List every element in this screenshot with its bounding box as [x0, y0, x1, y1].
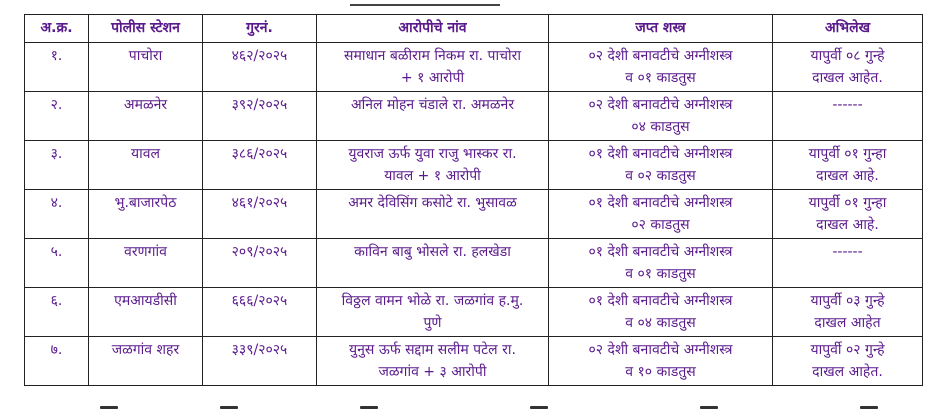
cropped-text-fragment — [100, 406, 118, 409]
record-line-2: दाखल आहेत — [814, 315, 881, 331]
weapons-line-1: ०२ देशी बनावटीचे अग्नीशस्त्र — [588, 342, 733, 358]
weapons-line-2: व ०४ काडतुस — [625, 315, 696, 331]
header-police-station: पोलीस स्टेशन — [89, 15, 203, 43]
header-case-no: गुरनं. — [203, 15, 317, 43]
cropped-text-below — [60, 404, 920, 414]
accused-line-2: पुणे — [423, 315, 442, 331]
cell-record — [773, 239, 923, 288]
table-row — [25, 239, 923, 288]
weapons-line-2: व ०१ काडतुस — [625, 266, 696, 282]
weapons-line-1: ०१ देशी बनावटीचे अग्नीशस्त्र — [588, 195, 733, 211]
cell-record — [773, 190, 923, 239]
cell-record — [773, 337, 923, 386]
cell-case-no: ३३९/२०२५ — [203, 337, 317, 386]
cropped-text-fragment — [220, 406, 238, 409]
weapons-line-1: ०१ देशी बनावटीचे अग्नीशस्त्र — [588, 293, 733, 309]
cell-seized-weapons — [549, 43, 773, 92]
record-line-2: दाखल आहेत. — [812, 364, 883, 380]
cell-seized-weapons — [549, 288, 773, 337]
cell-accused — [317, 337, 549, 386]
cell-seized-weapons — [549, 92, 773, 141]
header-serial: अ.क्र. — [25, 15, 89, 43]
cropped-text-fragment — [530, 406, 548, 409]
record-line-1: यापुर्वी ०१ गुन्हा — [808, 195, 887, 211]
weapons-line-1: ०२ देशी बनावटीचे अग्नीशस्त्र — [588, 97, 733, 113]
weapons-line-1: ०१ देशी बनावटीचे अग्नीशस्त्र — [588, 146, 733, 162]
header-accused: आरोपीचे नांव — [317, 15, 549, 43]
cell-seized-weapons — [549, 190, 773, 239]
record-line-2: दाखल आहे. — [816, 217, 879, 233]
record-line-1: यापुर्वी ०१ गुन्हा — [808, 146, 887, 162]
cell-serial: ५. — [25, 239, 89, 288]
cell-case-no: ६६६/२०२५ — [203, 288, 317, 337]
cell-accused — [317, 92, 549, 141]
table-body — [25, 43, 923, 386]
table-row — [25, 190, 923, 239]
cell-police-station: वरणगांव — [89, 239, 203, 288]
records-table — [24, 14, 923, 386]
cell-seized-weapons — [549, 337, 773, 386]
record-line-1: ------ — [832, 97, 863, 113]
record-line-1: यापुर्वी ०३ गुन्हे — [810, 293, 885, 309]
accused-line-2: यावल + १ आरोपी — [384, 168, 481, 184]
cell-record — [773, 43, 923, 92]
record-line-1: ------ — [832, 244, 863, 260]
weapons-line-1: ०२ देशी बनावटीचे अग्नीशस्त्र — [588, 48, 733, 64]
weapons-line-2: ०४ काडतुस — [631, 119, 690, 135]
accused-line-2: + १ आरोपी — [400, 70, 465, 86]
cell-serial: ६. — [25, 288, 89, 337]
table-row — [25, 141, 923, 190]
cropped-text-above — [0, 0, 950, 12]
cell-police-station: अमळनेर — [89, 92, 203, 141]
cell-accused — [317, 43, 549, 92]
weapons-line-2: व ०२ काडतुस — [625, 168, 696, 184]
cell-police-station: भु.बाजारपेठ — [89, 190, 203, 239]
cropped-text-fragment — [700, 406, 718, 409]
cell-serial: २. — [25, 92, 89, 141]
cropped-text-fragment — [360, 406, 378, 409]
cell-accused — [317, 288, 549, 337]
accused-line-1: युवराज ऊर्फ युवा राजु भास्कर रा. — [348, 146, 517, 162]
cell-case-no: ३९२/२०२५ — [203, 92, 317, 141]
record-line-1: यापुर्वी ०८ गुन्हे — [810, 48, 885, 64]
accused-line-1: अमर देविसिंग कसोटे रा. भुसावळ — [348, 195, 517, 211]
accused-line-1: काविन बाबु भोसले रा. हलखेडा — [354, 244, 511, 260]
cropped-text-fragment — [860, 406, 878, 409]
cell-record — [773, 141, 923, 190]
cell-seized-weapons — [549, 239, 773, 288]
cell-police-station: यावल — [89, 141, 203, 190]
accused-line-1: समाधान बळीराम निकम रा. पाचोरा — [343, 48, 522, 64]
table-row — [25, 43, 923, 92]
cell-seized-weapons — [549, 141, 773, 190]
cell-case-no: ४६१/२०२५ — [203, 190, 317, 239]
table-header-row — [25, 15, 923, 43]
cell-accused — [317, 141, 549, 190]
cell-case-no: ३८६/२०२५ — [203, 141, 317, 190]
record-line-2: दाखल आहेत. — [812, 70, 883, 86]
accused-line-1: युनुस ऊर्फ सद्दाम सलीम पटेल रा. — [349, 342, 516, 358]
cell-serial: ७. — [25, 337, 89, 386]
header-record: अभिलेख — [773, 15, 923, 43]
cell-case-no: २०९/२०२५ — [203, 239, 317, 288]
cell-serial: ४. — [25, 190, 89, 239]
table-row — [25, 92, 923, 141]
cell-record — [773, 92, 923, 141]
weapons-line-2: व ०१ काडतुस — [625, 70, 696, 86]
weapons-line-2: व १० काडतुस — [625, 364, 696, 380]
cell-accused — [317, 239, 549, 288]
cell-police-station: जळगांव शहर — [89, 337, 203, 386]
table-row — [25, 288, 923, 337]
accused-line-1: विठ्ठल वामन भोळे रा. जळगांव ह.मु. — [341, 293, 524, 309]
accused-line-1: अनिल मोहन चंडाले रा. अमळनेर — [350, 97, 515, 113]
record-line-2: दाखल आहे. — [816, 168, 879, 184]
cell-record — [773, 288, 923, 337]
weapons-line-1: ०१ देशी बनावटीचे अग्नीशस्त्र — [588, 244, 733, 260]
header-seized-weapons: जप्त शस्त्र — [549, 15, 773, 43]
cell-accused — [317, 190, 549, 239]
cell-police-station: पाचोरा — [89, 43, 203, 92]
cell-serial: ३. — [25, 141, 89, 190]
cropped-text-fragment — [350, 0, 500, 6]
table-row — [25, 337, 923, 386]
cell-police-station: एमआयडीसी — [89, 288, 203, 337]
cell-serial: १. — [25, 43, 89, 92]
accused-line-2: जळगांव + ३ आरोपी — [378, 364, 487, 380]
cell-case-no: ४६२/२०२५ — [203, 43, 317, 92]
weapons-line-2: ०२ काडतुस — [631, 217, 690, 233]
record-line-1: यापुर्वी ०२ गुन्हे — [810, 342, 885, 358]
